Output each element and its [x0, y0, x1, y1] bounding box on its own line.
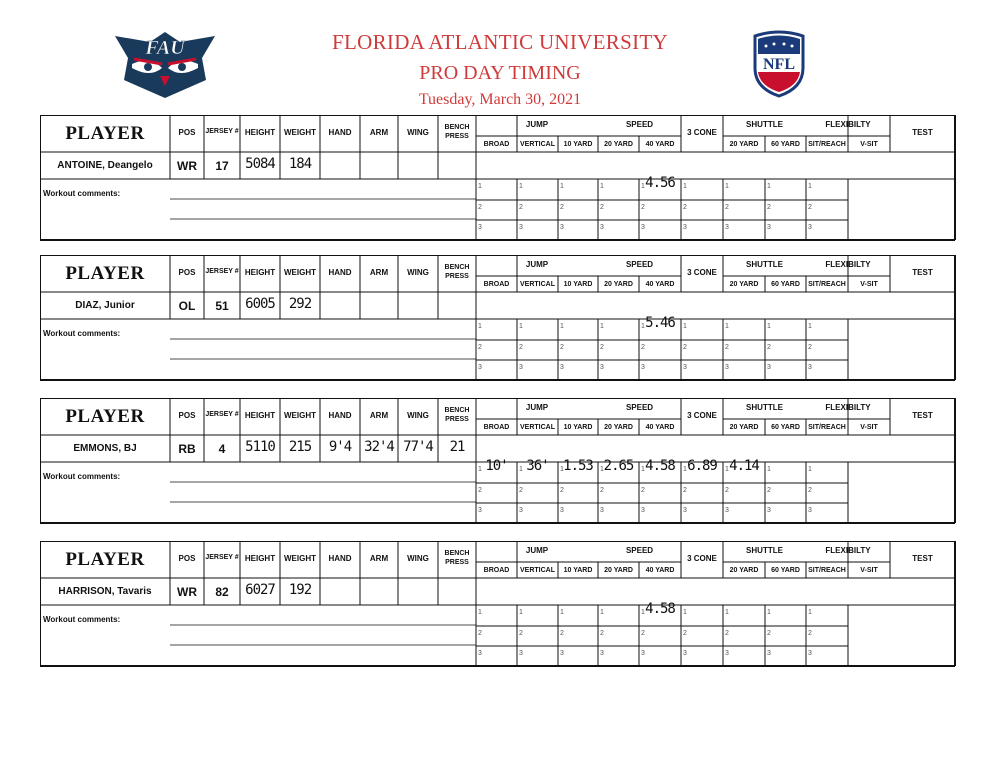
attempt-number: 1 — [767, 609, 771, 616]
weight-label: WEIGHT — [284, 411, 316, 420]
player-bench: 21 — [449, 439, 465, 455]
weight-label: WEIGHT — [284, 128, 316, 137]
attempt-number: 3 — [641, 650, 645, 657]
attempt-number: 2 — [600, 204, 604, 211]
attempt-number: 1 — [519, 609, 523, 616]
height-label: HEIGHT — [244, 554, 276, 563]
attempt-number: 1 — [519, 183, 523, 190]
ten-yard-label: 10 YARD — [563, 424, 593, 431]
player-heading: PLAYER — [65, 263, 145, 284]
attempt-number: 3 — [808, 364, 812, 371]
pos-label: POS — [178, 268, 196, 277]
jersey-label: JERSEY # — [205, 268, 239, 275]
v-sit-label: V-SIT — [860, 567, 878, 574]
twenty-yard-label: 20 YARD — [604, 567, 633, 574]
forty-yard-label: 40 YARD — [645, 281, 675, 288]
attempt-number: 2 — [683, 630, 687, 637]
flexibility-label: FLEXIBILTY — [825, 260, 871, 269]
attempt-number: 3 — [519, 224, 523, 231]
player-name: ANTOINE, Deangelo — [57, 160, 153, 171]
attempt-number: 2 — [641, 630, 645, 637]
attempt-number: 3 — [600, 650, 604, 657]
attempt-number: 3 — [683, 364, 687, 371]
twenty-yard-label: 20 YARD — [604, 281, 633, 288]
attempt-number: 2 — [725, 630, 729, 637]
attempt-number: 1 — [600, 466, 604, 473]
shuttle-60-label: 60 YARD — [771, 567, 800, 574]
attempt-number: 2 — [808, 630, 812, 637]
attempt-number: 2 — [519, 630, 523, 637]
attempt-number: 2 — [600, 487, 604, 494]
shuttle-label: SHUTTLE — [746, 120, 783, 129]
hand-label: HAND — [328, 411, 352, 420]
attempt-number: 1 — [683, 323, 687, 330]
workout-comments-label: Workout comments: — [43, 615, 121, 624]
player-jersey: 82 — [215, 585, 229, 599]
test-label: TEST — [912, 411, 933, 420]
attempt-number: 1 — [478, 466, 482, 473]
player-height: 5084 — [245, 156, 275, 172]
attempt-number: 3 — [683, 224, 687, 231]
player-heading: PLAYER — [65, 123, 145, 144]
attempt-number: 2 — [600, 630, 604, 637]
player-weight: 192 — [288, 582, 312, 598]
jump-label: JUMP — [525, 546, 549, 555]
attempt-number: 3 — [560, 224, 564, 231]
player-pos: RB — [178, 442, 196, 456]
arm-label: ARM — [369, 411, 389, 420]
hand-label: HAND — [328, 554, 352, 563]
attempt-number: 3 — [478, 650, 482, 657]
attempt-number: 1 — [641, 183, 645, 190]
player-heading: PLAYER — [65, 406, 145, 427]
attempt-number: 3 — [519, 650, 523, 657]
hand-label: HAND — [328, 268, 352, 277]
player-jersey: 4 — [218, 442, 226, 456]
attempt-number: 2 — [725, 344, 729, 351]
attempt-number: 1 — [808, 323, 812, 330]
shuttle-60-label: 60 YARD — [771, 141, 800, 148]
shuttle-label: SHUTTLE — [746, 260, 783, 269]
result-twenty: 2.65 — [603, 458, 634, 474]
player-height: 6005 — [245, 296, 275, 312]
player-weight: 184 — [288, 156, 312, 172]
jersey-label: JERSEY # — [205, 411, 239, 418]
speed-label: SPEED — [625, 260, 654, 269]
attempt-number: 3 — [641, 364, 645, 371]
press-label: PRESS — [445, 133, 469, 140]
attempt-number: 2 — [767, 344, 771, 351]
attempt-number: 2 — [641, 344, 645, 351]
player-name: EMMONS, BJ — [73, 443, 137, 454]
attempt-number: 1 — [560, 323, 564, 330]
player-arm: 32'4 — [364, 439, 394, 455]
player-pos: WR — [177, 585, 197, 599]
three-cone-label: 3 CONE — [687, 411, 717, 420]
wing-label: WING — [407, 554, 429, 563]
broad-label: BROAD — [483, 281, 510, 288]
attempt-number: 3 — [478, 224, 482, 231]
jump-label: JUMP — [525, 403, 549, 412]
sit-reach-label: SIT/REACH — [808, 424, 846, 431]
attempt-number: 3 — [560, 364, 564, 371]
attempt-number: 3 — [808, 650, 812, 657]
speed-label: SPEED — [625, 403, 654, 412]
attempt-number: 3 — [519, 364, 523, 371]
attempt-number: 2 — [641, 487, 645, 494]
flexibility-label: FLEXIBILTY — [825, 120, 871, 129]
player-pos: WR — [177, 159, 197, 173]
attempt-number: 1 — [725, 183, 729, 190]
attempt-number: 3 — [641, 224, 645, 231]
attempt-number: 3 — [600, 224, 604, 231]
player-pos: OL — [178, 299, 196, 313]
attempt-number: 1 — [560, 183, 564, 190]
attempt-number: 1 — [478, 183, 482, 190]
player-name: DIAZ, Junior — [75, 300, 135, 311]
attempt-number: 1 — [683, 183, 687, 190]
jersey-label: JERSEY # — [205, 554, 239, 561]
attempt-number: 2 — [560, 344, 564, 351]
hand-label: HAND — [328, 128, 352, 137]
attempt-number: 1 — [767, 183, 771, 190]
attempt-number: 3 — [478, 507, 482, 514]
attempt-number: 2 — [725, 487, 729, 494]
player-card — [40, 541, 1000, 681]
sit-reach-label: SIT/REACH — [808, 567, 846, 574]
player-card — [40, 398, 1000, 538]
player-weight: 292 — [288, 296, 312, 312]
player-height: 5110 — [245, 439, 275, 455]
bench-label: BENCH — [444, 124, 470, 131]
page-subtitle: PRO DAY TIMING — [419, 62, 581, 84]
attempt-number: 2 — [519, 487, 523, 494]
player-jersey: 17 — [215, 159, 229, 173]
attempt-number: 1 — [641, 466, 645, 473]
player-wing: 77'4 — [403, 439, 433, 455]
attempt-number: 3 — [767, 364, 771, 371]
attempt-number: 1 — [641, 609, 645, 616]
shuttle-60-label: 60 YARD — [771, 424, 800, 431]
shuttle-label: SHUTTLE — [746, 546, 783, 555]
attempt-number: 3 — [767, 507, 771, 514]
forty-yard-label: 40 YARD — [645, 567, 675, 574]
attempt-number: 1 — [600, 609, 604, 616]
ten-yard-label: 10 YARD — [563, 281, 593, 288]
broad-label: BROAD — [483, 424, 510, 431]
page-date: Tuesday, March 30, 2021 — [418, 91, 582, 108]
result-forty: 4.58 — [645, 601, 675, 617]
attempt-number: 3 — [767, 224, 771, 231]
attempt-number: 1 — [725, 323, 729, 330]
vertical-label: VERTICAL — [520, 424, 555, 431]
three-cone-label: 3 CONE — [687, 268, 717, 277]
speed-label: SPEED — [625, 120, 654, 129]
jersey-label: JERSEY # — [205, 128, 239, 135]
vertical-label: VERTICAL — [520, 281, 555, 288]
shuttle-20-label: 20 YARD — [729, 141, 759, 148]
attempt-number: 1 — [725, 609, 729, 616]
attempt-number: 3 — [519, 507, 523, 514]
flexibility-label: FLEXIBILTY — [825, 403, 871, 412]
pos-label: POS — [178, 128, 196, 137]
attempt-number: 2 — [725, 204, 729, 211]
bench-label: BENCH — [444, 264, 470, 271]
result-cone: 6.89 — [687, 458, 717, 474]
attempt-number: 1 — [560, 466, 564, 473]
attempt-number: 3 — [560, 507, 564, 514]
attempt-number: 2 — [478, 204, 482, 211]
attempt-number: 2 — [560, 630, 564, 637]
arm-label: ARM — [369, 268, 389, 277]
attempt-number: 3 — [600, 364, 604, 371]
result-forty: 4.58 — [645, 458, 675, 474]
page-title: FLORIDA ATLANTIC UNIVERSITY — [332, 30, 668, 54]
attempt-number: 1 — [478, 609, 482, 616]
attempt-number: 2 — [767, 630, 771, 637]
attempt-number: 1 — [600, 323, 604, 330]
player-height: 6027 — [245, 582, 275, 598]
result-forty: 4.56 — [645, 175, 675, 191]
attempt-number: 2 — [560, 204, 564, 211]
attempt-number: 1 — [683, 466, 687, 473]
player-name: HARRISON, Tavaris — [58, 586, 152, 597]
forty-yard-label: 40 YARD — [645, 141, 675, 148]
speed-label: SPEED — [625, 546, 654, 555]
attempt-number: 3 — [725, 650, 729, 657]
player-card — [40, 255, 1000, 395]
bench-label: BENCH — [444, 407, 470, 414]
shuttle-20-label: 20 YARD — [729, 567, 759, 574]
test-label: TEST — [912, 128, 933, 137]
attempt-number: 2 — [808, 204, 812, 211]
attempt-number: 1 — [519, 466, 523, 473]
attempt-number: 3 — [725, 364, 729, 371]
test-label: TEST — [912, 268, 933, 277]
shuttle-20-label: 20 YARD — [729, 424, 759, 431]
wing-label: WING — [407, 411, 429, 420]
broad-label: BROAD — [483, 567, 510, 574]
attempt-number: 3 — [683, 507, 687, 514]
player-card — [40, 115, 1000, 255]
attempt-number: 2 — [478, 630, 482, 637]
attempt-number: 3 — [725, 507, 729, 514]
attempt-number: 2 — [767, 487, 771, 494]
attempt-number: 3 — [560, 650, 564, 657]
attempt-number: 1 — [641, 323, 645, 330]
attempt-number: 2 — [808, 487, 812, 494]
shuttle-20-label: 20 YARD — [729, 281, 759, 288]
attempt-number: 2 — [641, 204, 645, 211]
test-label: TEST — [912, 554, 933, 563]
v-sit-label: V-SIT — [860, 141, 878, 148]
shuttle-label: SHUTTLE — [746, 403, 783, 412]
attempt-number: 1 — [767, 323, 771, 330]
result-broad: 10' — [485, 458, 508, 474]
ten-yard-label: 10 YARD — [563, 141, 593, 148]
attempt-number: 2 — [519, 204, 523, 211]
bench-label: BENCH — [444, 550, 470, 557]
pos-label: POS — [178, 554, 196, 563]
result-vertical: 36' — [526, 458, 549, 474]
workout-comments-label: Workout comments: — [43, 189, 121, 198]
ten-yard-label: 10 YARD — [563, 567, 593, 574]
attempt-number: 1 — [808, 466, 812, 473]
wing-label: WING — [407, 128, 429, 137]
attempt-number: 3 — [478, 364, 482, 371]
vertical-label: VERTICAL — [520, 567, 555, 574]
three-cone-label: 3 CONE — [687, 554, 717, 563]
shuttle-60-label: 60 YARD — [771, 281, 800, 288]
result-ten: 1.53 — [563, 458, 593, 474]
attempt-number: 1 — [560, 609, 564, 616]
attempt-number: 2 — [808, 344, 812, 351]
attempt-number: 1 — [478, 323, 482, 330]
attempt-number: 2 — [683, 487, 687, 494]
result-forty: 5.46 — [645, 315, 675, 331]
wing-label: WING — [407, 268, 429, 277]
attempt-number: 2 — [560, 487, 564, 494]
height-label: HEIGHT — [244, 268, 276, 277]
attempt-number: 2 — [600, 344, 604, 351]
attempt-number: 2 — [478, 344, 482, 351]
arm-label: ARM — [369, 554, 389, 563]
broad-label: BROAD — [483, 141, 510, 148]
height-label: HEIGHT — [244, 128, 276, 137]
attempt-number: 3 — [767, 650, 771, 657]
attempt-number: 2 — [683, 204, 687, 211]
attempt-number: 1 — [683, 609, 687, 616]
vertical-label: VERTICAL — [520, 141, 555, 148]
v-sit-label: V-SIT — [860, 424, 878, 431]
attempt-number: 3 — [641, 507, 645, 514]
weight-label: WEIGHT — [284, 268, 316, 277]
sit-reach-label: SIT/REACH — [808, 281, 846, 288]
attempt-number: 2 — [767, 204, 771, 211]
press-label: PRESS — [445, 273, 469, 280]
attempt-number: 2 — [478, 487, 482, 494]
press-label: PRESS — [445, 559, 469, 566]
svg-text:FAU: FAU — [145, 37, 185, 59]
attempt-number: 1 — [808, 609, 812, 616]
player-jersey: 51 — [215, 299, 229, 313]
forty-yard-label: 40 YARD — [645, 424, 675, 431]
player-heading: PLAYER — [65, 549, 145, 570]
attempt-number: 2 — [683, 344, 687, 351]
attempt-number: 3 — [808, 224, 812, 231]
height-label: HEIGHT — [244, 411, 276, 420]
jump-label: JUMP — [525, 120, 549, 129]
attempt-number: 1 — [808, 183, 812, 190]
result-sh20: 4.14 — [729, 458, 759, 474]
sit-reach-label: SIT/REACH — [808, 141, 846, 148]
press-label: PRESS — [445, 416, 469, 423]
attempt-number: 1 — [767, 466, 771, 473]
svg-text:NFL: NFL — [763, 56, 795, 73]
twenty-yard-label: 20 YARD — [604, 424, 633, 431]
pos-label: POS — [178, 411, 196, 420]
player-weight: 215 — [288, 439, 312, 455]
jump-label: JUMP — [525, 260, 549, 269]
workout-comments-label: Workout comments: — [43, 329, 121, 338]
attempt-number: 1 — [600, 183, 604, 190]
attempt-number: 3 — [683, 650, 687, 657]
weight-label: WEIGHT — [284, 554, 316, 563]
flexibility-label: FLEXIBILTY — [825, 546, 871, 555]
nfl-shield-logo — [752, 30, 806, 103]
attempt-number: 2 — [519, 344, 523, 351]
player-hand: 9'4 — [328, 439, 352, 455]
three-cone-label: 3 CONE — [687, 128, 717, 137]
arm-label: ARM — [369, 128, 389, 137]
v-sit-label: V-SIT — [860, 281, 878, 288]
twenty-yard-label: 20 YARD — [604, 141, 633, 148]
attempt-number: 1 — [519, 323, 523, 330]
attempt-number: 3 — [808, 507, 812, 514]
attempt-number: 1 — [725, 466, 729, 473]
attempt-number: 3 — [600, 507, 604, 514]
attempt-number: 3 — [725, 224, 729, 231]
workout-comments-label: Workout comments: — [43, 472, 121, 481]
